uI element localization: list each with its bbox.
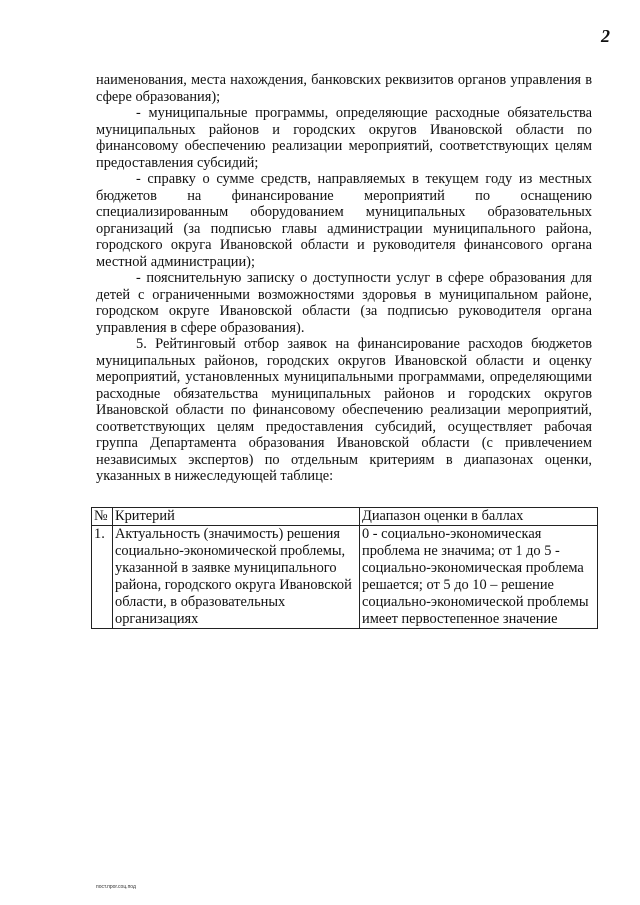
document-body: [96, 72, 592, 629]
paragraph-continuation: наименования, места нахождения, банковских реквизитов органов управления в сфере образования);: [96, 72, 592, 105]
paragraph-explanatory-note: - пояснительную записку о доступности услуг в сфере образования для детей с ограниченными возможностями здоровья в муниципальном районе, городском округе Ивановской области (за подписью руководителя органа управления в сфере образования).: [96, 270, 592, 336]
row-score-range: 0 - социально-экономическая проблема не значима; от 1 до 5 - социально-экономическая проблема решается; от 5 до 10 – решение социально-экономической проблемы имеет первостепенное значение: [360, 525, 598, 628]
table-header-row: [92, 507, 598, 525]
paragraph-rating-selection: 5. Рейтинговый отбор заявок на финансирование расходов бюджетов муниципальных районов, городских округов Ивановской области и оценку мероприятий, установленных муниципальными программами, определяющими расходные обязательства муниципальных районов и городских округов Ивановской области по финансовому обеспечению реализации мероприятий, соответствующих целям предоставления субсидий, осуществляет рабочая группа Департамента образования Ивановской области (с привлечением независимых экспертов) по отдельным критериям в диапазонах оценки, указанных в нижеследующей таблице:: [96, 336, 592, 484]
table-row: [92, 525, 598, 628]
header-score-range: Диапазон оценки в баллах: [360, 507, 598, 525]
row-number: 1.: [92, 525, 113, 628]
header-criterion: Критерий: [113, 507, 360, 525]
spacer: [96, 485, 592, 507]
footer-file-code: пост.прог.соц.под: [96, 884, 136, 890]
criteria-table: [91, 507, 598, 629]
header-number: №: [92, 507, 113, 525]
paragraph-funds-certificate: - справку о сумме средств, направляемых в текущем году из местных бюджетов на финансирование мероприятий по оснащению специализированным оборудованием муниципальных образовательных организаций (за подписью главы администрации муниципального района, городского округа Ивановской области и руководителя финансового органа местной администрации);: [96, 171, 592, 270]
paragraph-municipal-programs: - муниципальные программы, определяющие расходные обязательства муниципальных районов и городских округов Ивановской области по финансовому обеспечению реализации мероприятий, соответствующих целям предоставления субсидий;: [96, 105, 592, 171]
page-number: 2: [601, 26, 610, 46]
row-criterion: Актуальность (значимость) решения социально-экономической проблемы, указанной в заявке муниципального района, городского округа Ивановской области, в образовательных организациях: [113, 525, 360, 628]
